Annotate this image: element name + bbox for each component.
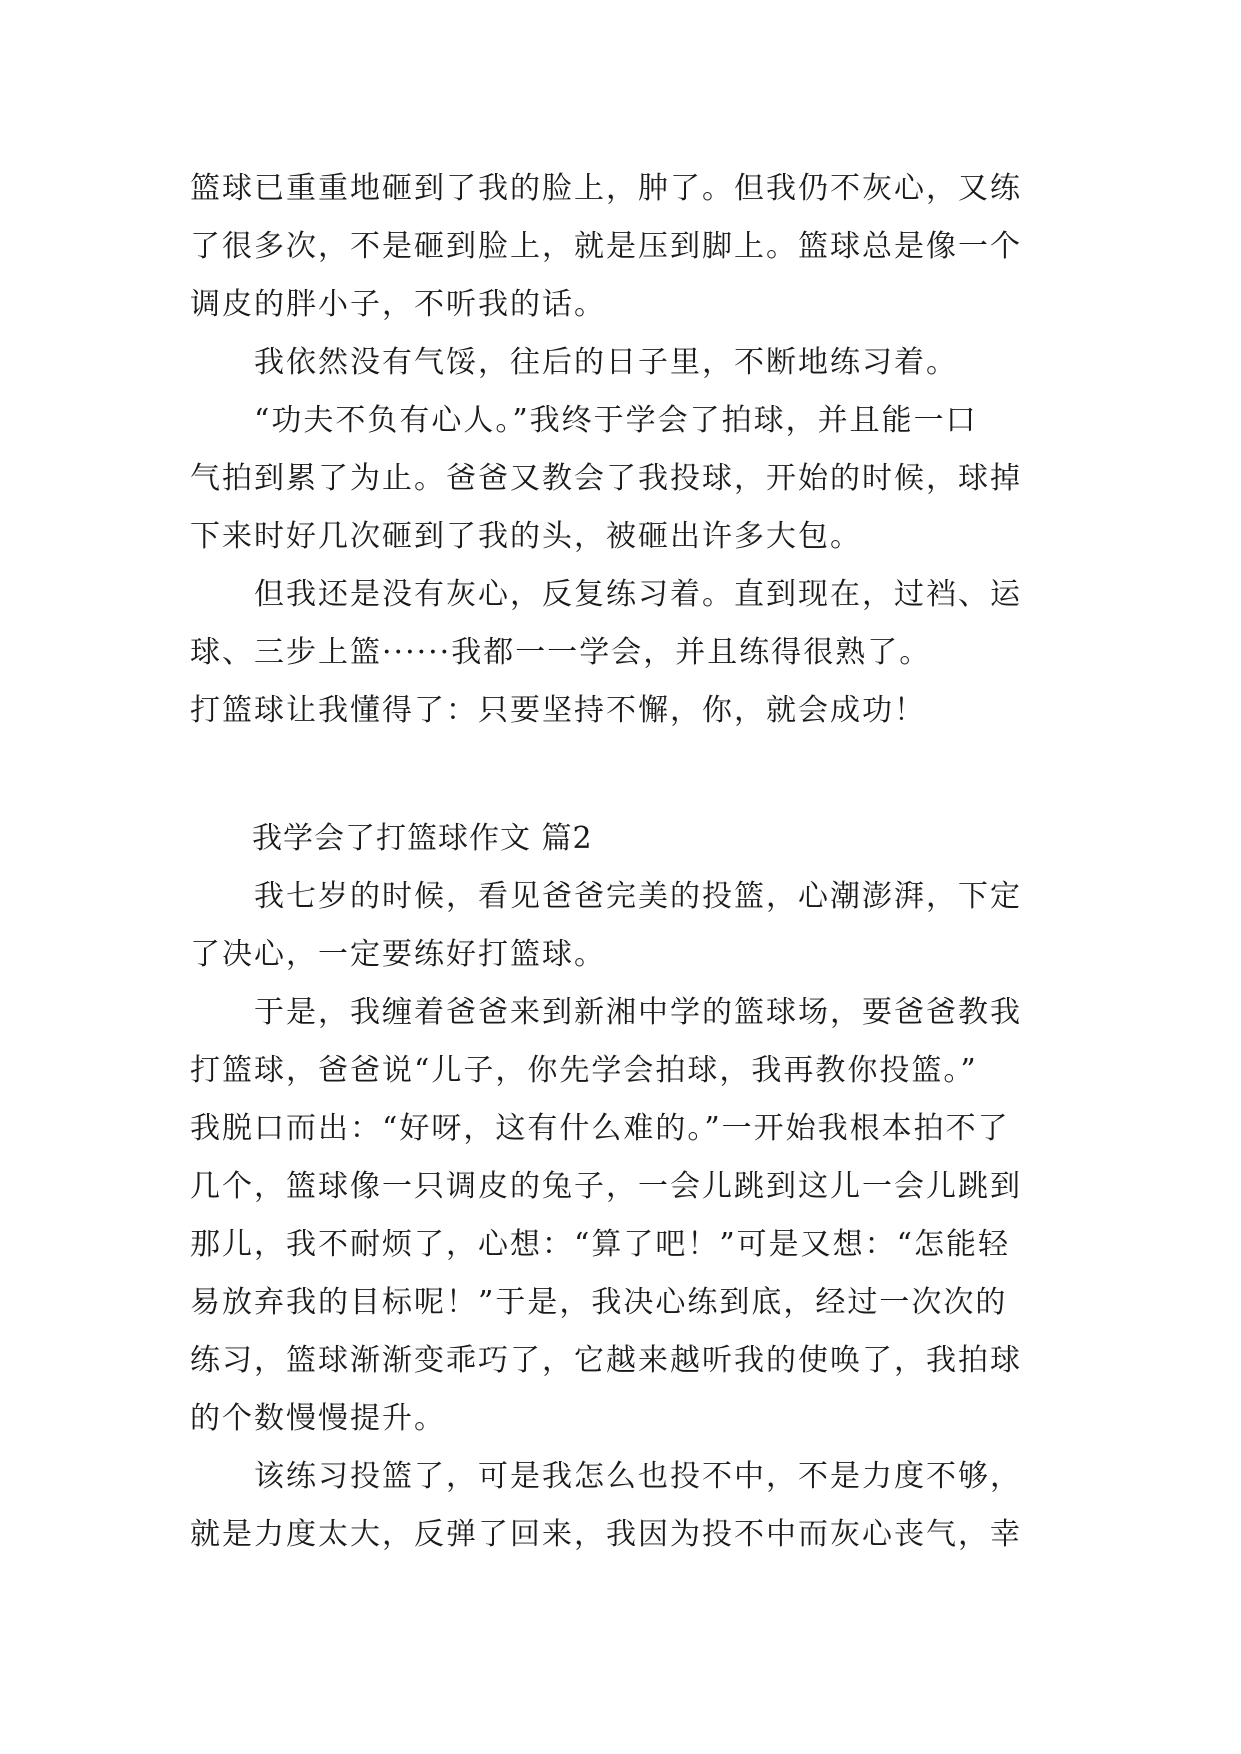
paragraph <box>190 984 1060 1448</box>
section-gap <box>190 740 1060 810</box>
paragraph <box>190 566 1060 740</box>
text-line: 调皮的胖小子，不听我的话。 <box>190 287 606 322</box>
text-line: 打篮球让我懂得了：只要坚持不懈，你，就会成功！ <box>190 693 926 728</box>
text-line: 的个数慢慢提升。 <box>190 1401 446 1436</box>
document-body <box>190 160 1060 1564</box>
text-line: 那儿，我不耐烦了，心想：“算了吧！”可是又想：“怎能轻 <box>190 1227 1011 1262</box>
paragraph <box>190 334 1060 392</box>
text-line: 我脱口而出：“好呀，这有什么难的。”一开始我根本拍不了 <box>190 1111 1010 1146</box>
text-line: 打篮球，爸爸说“儿子，你先学会拍球，我再教你投篮。” <box>190 1053 978 1088</box>
text-line: 就是力度太大，反弹了回来，我因为投不中而灰心丧气，幸 <box>190 1517 1022 1552</box>
text-line: 了很多次，不是砸到脸上，就是压到脚上。篮球总是像一个 <box>190 229 1022 264</box>
text-line: 篮球已重重地砸到了我的脸上，肿了。但我仍不灰心，又练 <box>190 171 1022 206</box>
text-line: 该练习投篮了，可是我怎么也投不中，不是力度不够， <box>190 1459 1022 1494</box>
text-line: 下来时好几次砸到了我的头，被砸出许多大包。 <box>190 519 862 554</box>
section-heading: 我学会了打篮球作文 篇2 <box>190 821 593 856</box>
text-line: 我依然没有气馁，往后的日子里，不断地练习着。 <box>190 345 958 380</box>
text-line: 几个，篮球像一只调皮的兔子，一会儿跳到这儿一会儿跳到 <box>190 1169 1022 1204</box>
paragraph <box>190 1448 1060 1564</box>
paragraph <box>190 868 1060 984</box>
text-line: 气拍到累了为止。爸爸又教会了我投球，开始的时候，球掉 <box>190 461 1022 496</box>
text-line: 球、三步上篮······我都一一学会，并且练得很熟了。 <box>190 635 932 670</box>
paragraph <box>190 160 1060 334</box>
paragraph <box>190 392 1060 566</box>
text-line: 我七岁的时候，看见爸爸完美的投篮，心潮澎湃，下定 <box>190 879 1022 914</box>
text-line: 易放弃我的目标呢！”于是，我决心练到底，经过一次次的 <box>190 1285 1008 1320</box>
text-line: 于是，我缠着爸爸来到新湘中学的篮球场，要爸爸教我 <box>190 995 1022 1030</box>
text-line: 但我还是没有灰心，反复练习着。直到现在，过裆、运 <box>190 577 1022 612</box>
text-line: 了决心，一定要练好打篮球。 <box>190 937 606 972</box>
text-line: 练习，篮球渐渐变乖巧了，它越来越听我的使唤了，我拍球 <box>190 1343 1022 1378</box>
text-line: “功夫不负有心人。”我终于学会了拍球，并且能一口 <box>190 403 978 438</box>
